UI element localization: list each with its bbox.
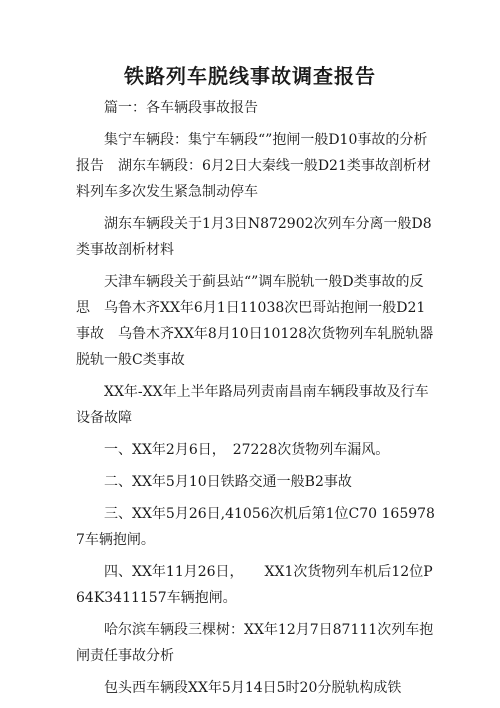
- paragraph-harbin: 哈尔滨车辆段三棵树：XX年12月7日87111次列车抱闸责任事故分析: [76, 622, 434, 664]
- document-body: [76, 95, 436, 707]
- paragraph-tianjin-urumqi: 天津车辆段关于蓟县站“”调车脱轨一般D类事故的反思 乌鲁木齐XX年6月1日11038次巴哥站抱闸一般D21事故 乌鲁木齐XX年8月10日10128次货物列车轧脱轨器脱轨一般C类事故: [76, 274, 434, 368]
- paragraph-section-heading: 篇一：各车辆段事故报告: [104, 100, 258, 116]
- paragraph-item-4: 四、XX年11月26日， XX1次货物列车机后12位P64K3411157车辆抱闸。: [76, 564, 433, 606]
- paragraph-item-3: 三、XX年5月26日,41056次机后第1位C70 1659787车辆抱闸。: [76, 506, 435, 548]
- paragraph-huidong-separation: 湖东车辆段关于1月3日N872902次列车分离一般D8类事故剖析材料: [76, 216, 432, 258]
- paragraph-item-2: 二、XX年5月10日铁路交通一般B2事故: [104, 474, 352, 490]
- paragraph-baotou: 包头西车辆段XX年5月14日5时20分脱轨构成铁: [104, 680, 402, 696]
- paragraph-jining-huidong: 集宁车辆段：集宁车辆段“”抱闸一般D10事故的分析报告 湖东车辆段：6月2日大秦线一般D21类事故剖析材料列车多次发生紧急制动停车: [76, 132, 431, 200]
- document-title: 铁路列车脱线事故调查报告: [124, 64, 376, 88]
- paragraph-item-1: 一、XX年2月6日， 27228次货物列车漏风。: [104, 442, 390, 458]
- paragraph-nanchang-summary: XX年-XX年上半年路局列责南昌南车辆段事故及行车设备故障: [76, 384, 429, 426]
